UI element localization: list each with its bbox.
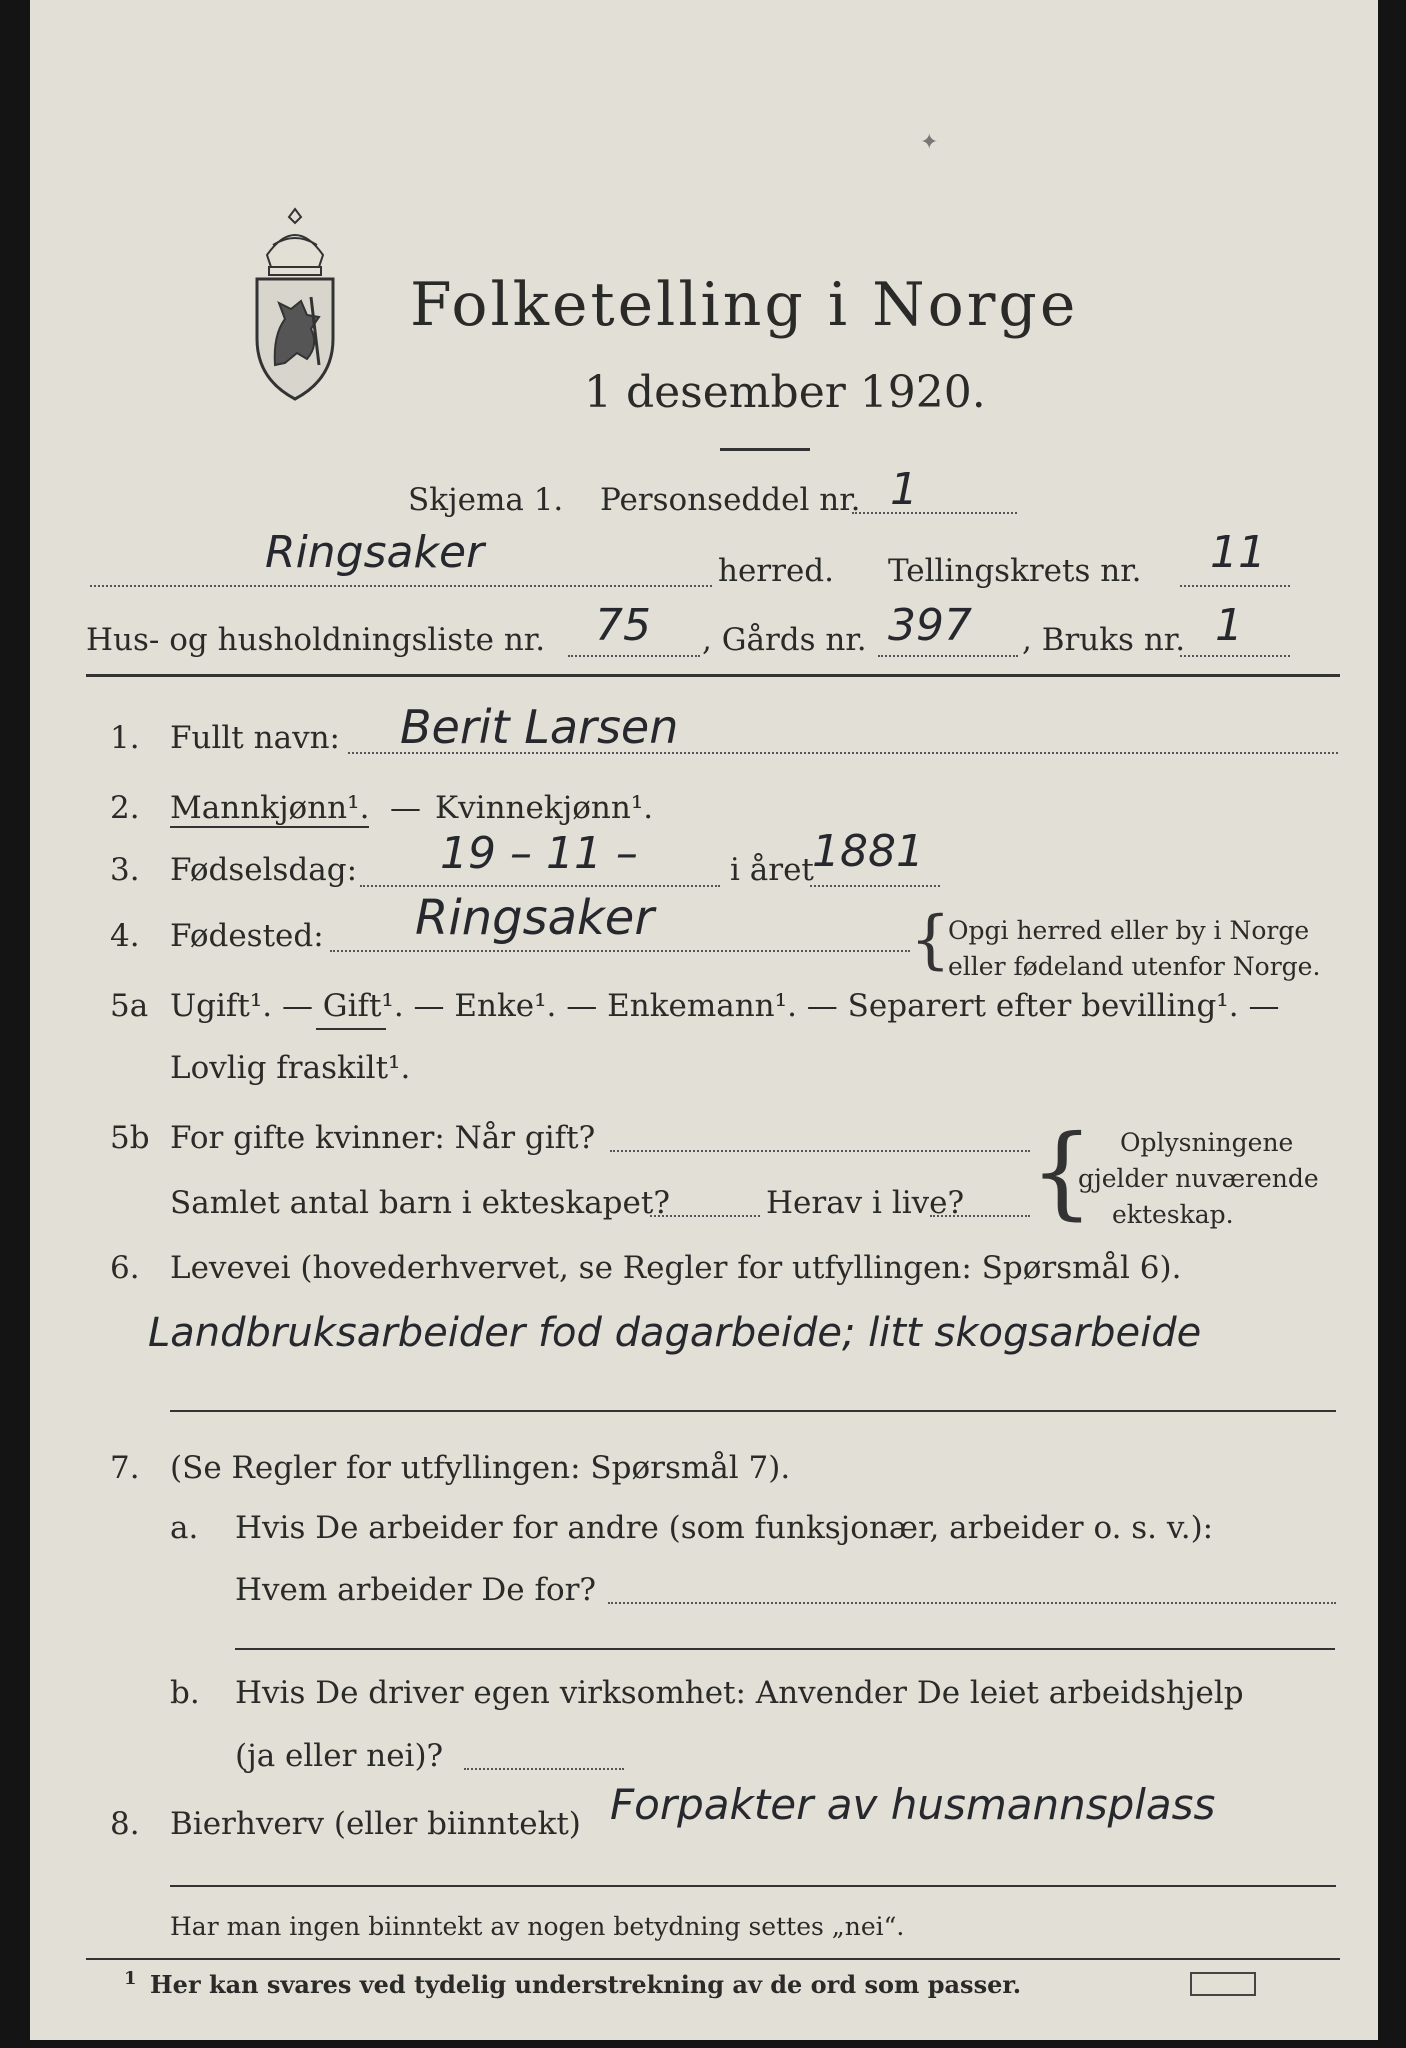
- q2-number: 2.: [110, 790, 140, 826]
- q7-number: 7.: [110, 1450, 140, 1486]
- q1-number: 1.: [110, 720, 140, 756]
- q8-number: 8.: [110, 1806, 140, 1842]
- herred-label: herred.: [718, 553, 834, 589]
- q6-label: Levevei (hovederhvervet, se Regler for utfyllingen: Spørsmål 6).: [170, 1250, 1182, 1286]
- q7-label: (Se Regler for utfyllingen: Spørsmål 7).: [170, 1450, 791, 1486]
- side-income-value: Forpakter av husmannsplass: [610, 1780, 1216, 1829]
- personseddel-value: 1: [890, 464, 918, 515]
- birthplace-value: Ringsaker: [415, 890, 655, 946]
- page-title: Folketelling i Norge: [410, 270, 1079, 340]
- bruks-label: , Bruks nr.: [1022, 622, 1186, 658]
- q7b-line2: (ja eller nei)?: [235, 1738, 444, 1774]
- census-form-page: ✦ Folketelling i Norge 1 desember 1920. Skjema 1. Personseddel nr. 1 Ringsaker herred. Tellingskrets nr. 11 Hus- og husholdningsliste nr. 75 , Gårds nr. 397 , Bruks nr. 1 1. Fullt navn: Berit Larsen 2. Mannkjønn¹. — Kvinnekjønn¹. 3. Fødselsdag: 19 – 11 – i året 1881 4. Fødested: Ringsaker { Opgi herred eller by i Norge eller fødeland utenfor Norge. 5a Ugift¹. — Gift¹. — Enke¹. — Enkemann¹. — Separert efter bevilling¹. — Lovlig fraskilt¹. 5b For gifte kvinner: Når gift? Samlet antal barn i ekteskapet? Herav i live? { Oplysningene gjelder nuværende ekteskap. 6. Levevei (hovederhvervet, se Regler for utfyllingen: Spørsmål 6). Landbruksarbeider fod dagarbeide; litt skogsarbeide 7. (Se Regler for utfyllingen: Spørsmål 7). a. Hvis De arbeider for andre (som funksjonær, arbeider o. s. v.): Hvem arbeider De for? b. Hvis De driver egen virksomhet: Anvender De leiet arbeidshjelp (ja eller nei)? 8. Bierhverv (eller biinntekt) Forpakter av husmannsplass Har man ingen biinntekt av nogen betydning settes „nei“. 1 Her kan svares ved tydelig understrekning av de ord som passer.: [30, 0, 1378, 2040]
- printer-stamp: [1190, 1972, 1256, 1996]
- tellingskrets-label: Tellingskrets nr.: [888, 553, 1142, 589]
- q5b-label-antal-barn: Samlet antal barn i ekteskapet?: [170, 1185, 670, 1221]
- footnote-text: Her kan svares ved tydelig understrekning av de ord som passer.: [150, 1970, 1022, 1999]
- tellingskrets-value: 11: [1210, 527, 1266, 578]
- q1-label: Fullt navn:: [170, 720, 340, 756]
- q3-label: Fødselsdag:: [170, 852, 358, 888]
- q5b-number: 5b: [110, 1120, 150, 1156]
- q8-label: Bierhverv (eller biinntekt): [170, 1806, 581, 1842]
- husholdning-value: 75: [595, 600, 651, 651]
- footnote-number: 1: [124, 1968, 137, 1989]
- full-name-value: Berit Larsen: [400, 700, 679, 754]
- coat-of-arms-icon: [245, 205, 345, 405]
- q7b-number: b.: [170, 1675, 200, 1711]
- q3-number: 3.: [110, 852, 140, 888]
- q4-note-line2: eller fødeland utenfor Norge.: [948, 952, 1321, 981]
- lovlig-fraskilt-option: Lovlig fraskilt¹.: [170, 1050, 411, 1086]
- skjema-label: Skjema 1.: [408, 482, 564, 518]
- herred-value: Ringsaker: [265, 527, 485, 578]
- q7a-number: a.: [170, 1510, 199, 1546]
- q7b-line1: Hvis De driver egen virksomhet: Anvender De leiet arbeidshjelp: [235, 1675, 1244, 1711]
- q5b-label-i-live: Herav i live?: [766, 1185, 965, 1221]
- header-divider: [86, 674, 1340, 677]
- gift-underline: [316, 1028, 386, 1030]
- personseddel-label: Personseddel nr.: [600, 482, 861, 518]
- gards-value: 397: [888, 600, 972, 651]
- q4-label: Fødested:: [170, 918, 324, 954]
- q7a-line2: Hvem arbeider De for?: [235, 1572, 597, 1608]
- kvinnekjonn-option: Kvinnekjønn¹.: [435, 790, 654, 826]
- aret-label: i året: [730, 852, 814, 888]
- q7a-line1: Hvis De arbeider for andre (som funksjonær, arbeider o. s. v.):: [235, 1510, 1214, 1546]
- q5b-label-nar-gift: For gifte kvinner: Når gift?: [170, 1120, 596, 1156]
- bruks-value: 1: [1215, 600, 1243, 651]
- marital-status-options: Ugift¹. — Gift¹. — Enke¹. — Enkemann¹. — Separert efter bevilling¹. —: [170, 988, 1280, 1024]
- q5b-note-line1: Oplysningene: [1120, 1128, 1294, 1157]
- footer-note: Har man ingen biinntekt av nogen betydning settes „nei“.: [170, 1912, 905, 1941]
- mannkjonn-option: Mannkjønn¹.: [170, 790, 370, 826]
- gender-separator: —: [390, 790, 421, 826]
- corner-mark: ✦: [920, 130, 939, 155]
- birth-year-value: 1881: [812, 826, 924, 877]
- occupation-value: Landbruksarbeider fod dagarbeide; litt skogsarbeide: [148, 1310, 1202, 1356]
- q8-line: [170, 1885, 1336, 1887]
- q5a-number: 5a: [110, 988, 149, 1024]
- census-date: 1 desember 1920.: [584, 367, 986, 418]
- q5b-note-line2: gjelder nuværende: [1078, 1164, 1319, 1193]
- q6-line: [170, 1410, 1336, 1412]
- q4-note-line1: Opgi herred eller by i Norge: [948, 916, 1310, 945]
- birthdate-value: 19 – 11 –: [440, 828, 638, 879]
- husholdning-label: Hus- og husholdningsliste nr.: [86, 622, 546, 658]
- q6-number: 6.: [110, 1250, 140, 1286]
- q5b-note-line3: ekteskap.: [1112, 1200, 1234, 1229]
- q7a-line: [235, 1648, 1335, 1650]
- title-divider: [720, 448, 810, 451]
- gards-label: , Gårds nr.: [702, 622, 867, 658]
- footer-divider: [86, 1958, 1340, 1960]
- q4-number: 4.: [110, 918, 140, 954]
